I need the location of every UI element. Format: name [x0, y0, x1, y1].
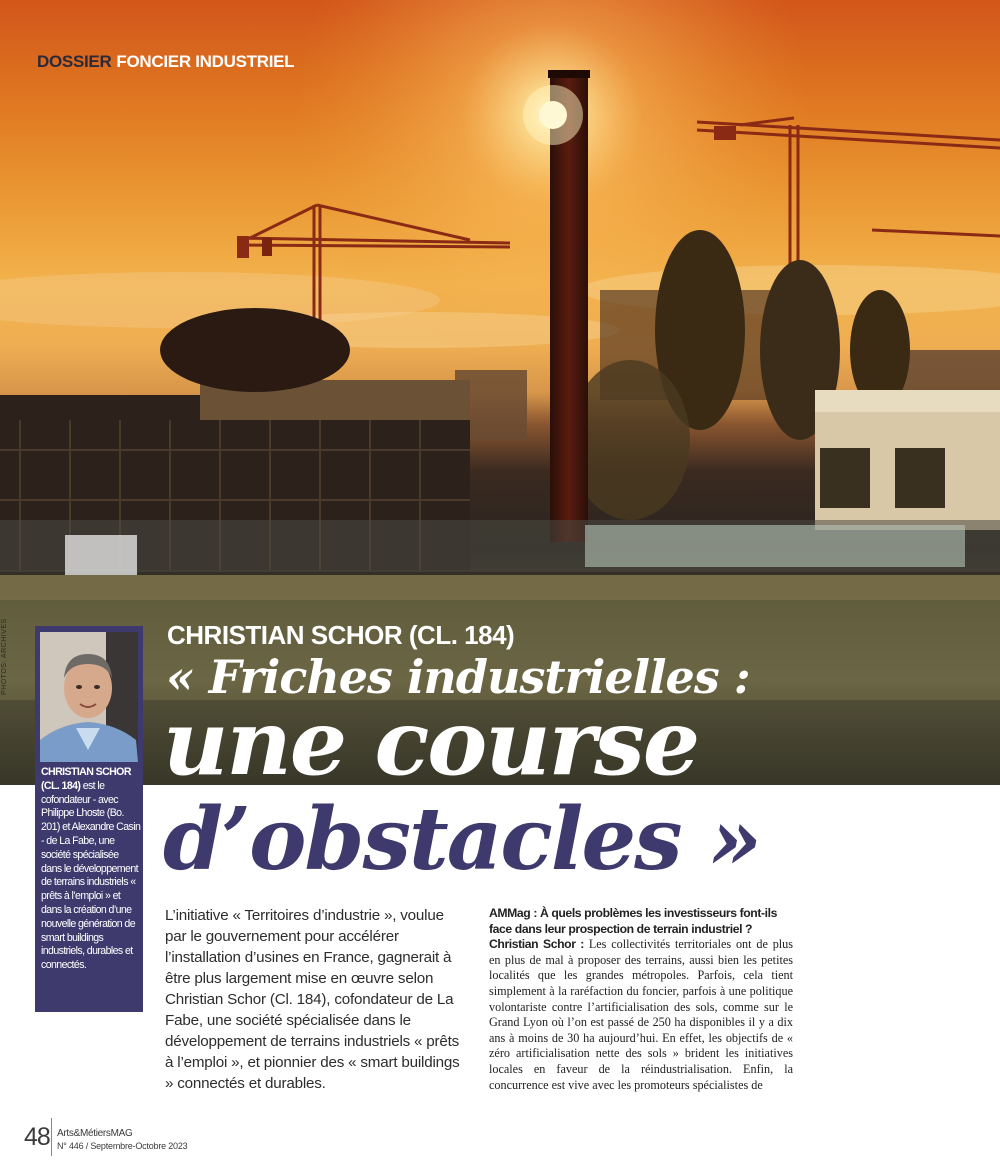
- portrait-illustration: [40, 632, 138, 762]
- magazine-name: Arts&MétiersMAG: [57, 1128, 133, 1139]
- author-portrait: [40, 632, 138, 762]
- article-kicker: CHRISTIAN SCHOR (CL. 184): [167, 620, 515, 650]
- interview-question: AMMag : À quels problèmes les investisseurs font-ils face dans leur prospection de terrain industriel ?: [489, 906, 778, 936]
- section-label: FONCIER INDUSTRIEL: [116, 52, 295, 71]
- page-number: 48: [24, 1123, 50, 1151]
- article-title-line-1: « Friches industrielles :: [166, 650, 750, 704]
- issue-info: N° 446 / Septembre-Octobre 2023: [57, 1141, 188, 1151]
- interview-column: [489, 906, 793, 1093]
- answer-text: Les collectivités territoriales ont de plus en plus de mal à proposer des terrains, aussi bien les petites localités que les grandes métropoles. Parfois, cela tient simplement à la raréfaction du foncier, parfois à une politique volontariste contre l’artificialisation des sols, comme sur le Grand Lyon où l’on est passé de 250 ha disponibles il y a dix ans à moins de 30 ha aujourd’hui. En effet, les objectifs de « zéro artificialisation nette des sols » brident les initiatives locales en faveur de la réindustrialisation. Enfin, la concurrence est vive avec les promoteurs spécialistes de: [489, 937, 794, 1092]
- article-title-line-3: d’obstacles »: [163, 789, 761, 890]
- bio-text: est le cofondateur - avec Philippe Lhoste (Bo. 201) et Alexandre Casin - de La Fabe, une société spécialisée dans le développement de terrains industriels « prêts à l’emploi » et dans la création d’une nouvelle génération de smart buildings industriels, durables et connectés.: [41, 779, 141, 972]
- photo-credit: PHOTOS: ARCHIVES: [1, 618, 8, 695]
- section-header: [37, 52, 294, 72]
- dossier-label: DOSSIER: [37, 52, 112, 71]
- article-intro: L’initiative « Territoires d’industrie », voulue par le gouvernement pour accélérer l’installation d’usines en France, gagnerait à être plus largement mise en œuvre selon Christian Schor (Cl. 184), cofondateur de La Fabe, une société spécialisée dans le développement de terrains industriels « prêts à l’emploi », et pionnier des « smart buildings » connectés et durables.: [165, 907, 460, 1092]
- footer-divider: [51, 1118, 52, 1156]
- article-title-line-2: une course: [163, 690, 699, 796]
- interview-answer: [489, 937, 793, 1093]
- author-sidebar: [35, 626, 143, 1012]
- bio-name: CHRISTIAN SCHOR (CL. 184): [41, 766, 131, 792]
- answer-speaker: Christian Schor :: [489, 937, 584, 952]
- author-bio: [41, 766, 141, 973]
